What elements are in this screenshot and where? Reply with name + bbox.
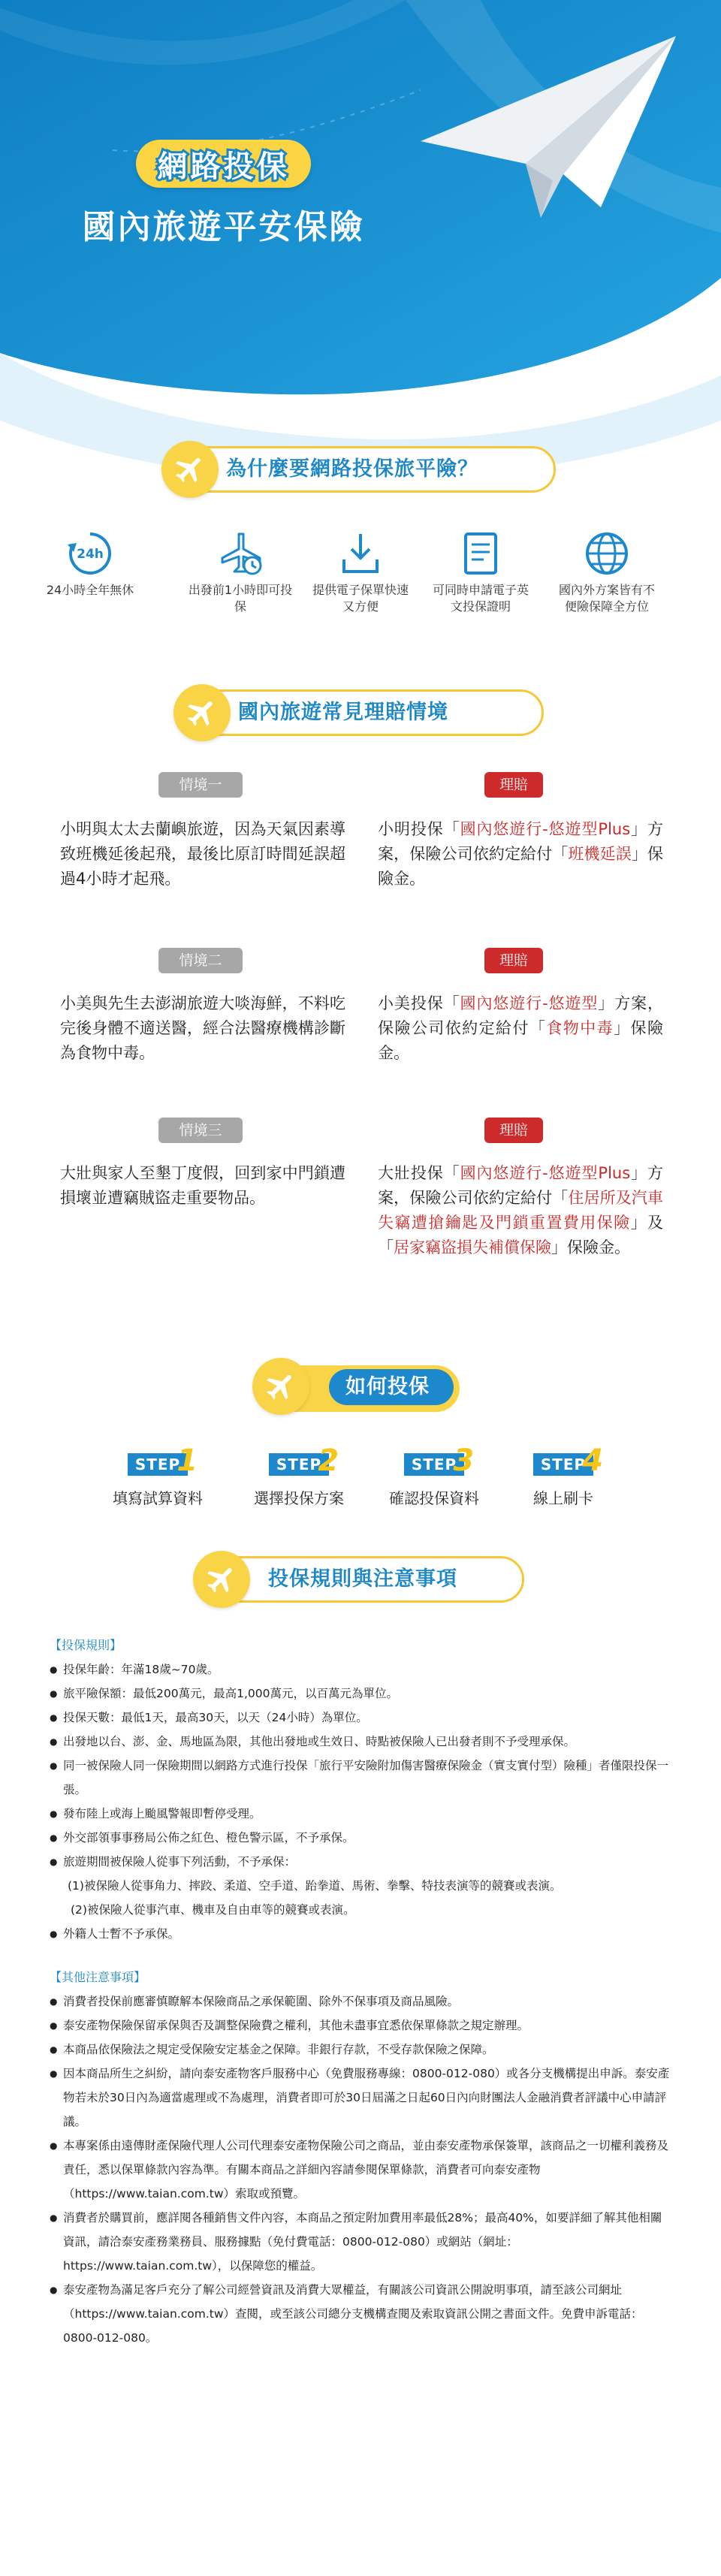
note-item: ● 因本商品所生之糾紛，請向泰安產物客戶服務中心（免費服務專線：0800-012-080）或各分支機構提出申訴。泰安產物若未於30日內為適當處理或不為處理，消費者即可於30日屆滿之日起60日內向財團法人金融消費者評議中心申請評議。 (50, 2062, 673, 2134)
claim-plan: 國內悠遊行-悠遊型Plus (460, 1164, 631, 1182)
note-item: ● 泰安產物為滿足客戶充分了解公司經營資訊及消費大眾權益，有關該公司資訊公開說明事項，請至該公司網址（https://www.taian.com.tw）查閱，或至該公司總分支機構查閱及索取資訊公開之書面文件。免費申訴電話：0800-012-080。 (50, 2278, 673, 2350)
claim-text: 」方案，保險公司依約定給付「 (378, 820, 664, 863)
claim-text: 」保險金。 (378, 1019, 663, 1062)
rule-item: ● 投保年齡：年滿18歲~70歲。 (50, 1658, 673, 1682)
step-label: 確認投保資料 (389, 1489, 479, 1507)
step-number: 1 (176, 1443, 199, 1478)
claim-plan: 國內悠遊行-悠遊型 (460, 994, 599, 1012)
scenario-story: 小美與先生去澎湖旅遊大啖海鮮，不料吃完後身體不適送醫，經合法醫療機構診斷為食物中毒。 (60, 994, 345, 1062)
airplane-icon (161, 441, 219, 498)
claim-description (378, 817, 663, 891)
svg-text:24h: 24h (77, 547, 104, 562)
rule-item: ● 旅遊期間被保險人從事下列活動，不予承保： (50, 1850, 673, 1874)
scenario-tag: 情境一 (158, 772, 243, 798)
scenario-tag: 情境二 (158, 948, 243, 973)
step-3 (359, 1443, 509, 1508)
step-word: STEP (134, 1455, 181, 1474)
airplane-clock-icon (216, 529, 264, 578)
notes-heading: 【其他注意事項】 (50, 1970, 146, 1984)
feature-label: 提供電子保單快速又方便 (312, 583, 409, 614)
section-header-why (165, 446, 556, 493)
note-item: ● 本專案係由遠傳財產保險代理人公司代理泰安產物保險公司之商品，並由泰安產物承保簽單，該商品之一切權利義務及責任，悉以保單條款內容為準。有關本商品之詳細內容請參閱保單條款，消費者可向泰安產物（https://www.taian.com.tw）索取或預覽。 (50, 2134, 673, 2206)
rule-item: ● 外交部領事事務局公佈之紅色、橙色警示區，不予承保。 (50, 1826, 673, 1850)
rules-content (50, 1633, 673, 2350)
claim-item: 居家竊盜損失補償保險 (394, 1238, 551, 1256)
rules-heading: 【投保規則】 (50, 1638, 122, 1652)
airplane-icon (193, 1551, 250, 1608)
claim-tag: 理賠 (484, 772, 543, 798)
step-word: STEP (540, 1455, 587, 1474)
feature-global (554, 529, 659, 615)
claim-text: 」保險金。 (378, 845, 664, 888)
airplane-icon (173, 684, 231, 741)
claim-item: 班機延誤 (568, 845, 632, 863)
section-header-howto (263, 1365, 460, 1412)
step-badge (269, 1443, 340, 1478)
claim-text: 」方案，保險公司依約定給付「 (378, 994, 664, 1037)
rule-item: ● 出發地以台、澎、金、馬地區為限，其他出發地或生效日、時點被保險人已出發者則不予受理承保。 (50, 1730, 673, 1754)
claim-text: 」及「 (378, 1214, 663, 1256)
claim-plan: 國內悠遊行-悠遊型Plus (460, 820, 631, 838)
step-label: 線上刷卡 (533, 1489, 593, 1507)
airplane-icon (252, 1358, 309, 1415)
rule-item: ● 投保天數：最低1天，最高30天，以天（24小時）為單位。 (50, 1706, 673, 1730)
scenario-tag: 情境三 (158, 1118, 243, 1143)
claim-item: 食物中毒 (546, 1019, 614, 1037)
feature-24h (38, 529, 143, 599)
globe-icon (583, 529, 631, 578)
section-title-rules: 投保規則與注意事項 (268, 1567, 457, 1591)
24h-clock-icon (66, 529, 114, 578)
note-item: ● 消費者於購買前，應詳閱各種銷售文件內容，本商品之預定附加費用率最低28%；最高40%，如要詳細了解其他相關資訊，請洽泰安產務業務員、服務據點（免付費電話：0800-012-080）或網站（網址：https://www.taian.com.tw），以保障您的權益。 (50, 2206, 673, 2278)
section-title-claims: 國內旅遊常見理賠情境 (238, 701, 448, 724)
step-badge (533, 1443, 605, 1478)
step-badge (128, 1443, 199, 1478)
claim-description (378, 1161, 663, 1260)
feature-english-proof (428, 529, 533, 615)
feature-one-hour (188, 529, 293, 615)
step-word: STEP (411, 1455, 457, 1474)
step-1 (83, 1443, 233, 1508)
section-title-why: 為什麼要網路投保旅平險？ (226, 457, 478, 481)
rule-item: ● 同一被保險人同一保險期間以網路方式進行投保「旅行平安險附加傷害醫療保險金（實支實付型）險種」者僅限投保一張。 (50, 1754, 673, 1802)
rule-item: ● 發布陸上或海上颱風警報即暫停受理。 (50, 1802, 673, 1826)
rule-item: ● 外籍人士暫不予承保。 (50, 1922, 673, 1946)
note-item: ● 消費者投保前應審慎瞭解本保險商品之承保範圍、除外不保事項及商品風險。 (50, 1989, 673, 2013)
step-number: 4 (582, 1443, 605, 1478)
claim-text: 小美投保「 (378, 994, 460, 1012)
claim-tag: 理賠 (484, 1118, 543, 1143)
feature-e-policy (308, 529, 413, 615)
feature-label: 出發前1小時即可投保 (188, 583, 293, 614)
rules-list (50, 1658, 673, 1874)
rule-sub-item: (1)被保險人從事角力、摔跤、柔道、空手道、跆拳道、馬術、拳擊、特技表演等的競賽或表演。 (68, 1879, 562, 1893)
scenario-story: 大壯與家人至墾丁度假，回到家中門鎖遭損壞並遭竊賊盜走重要物品。 (60, 1164, 345, 1207)
feature-label: 可同時申請電子英文投保證明 (432, 583, 529, 614)
claim-item: 住居所及汽車失竊遭搶鑰匙及門鎖重置費用保險 (378, 1189, 664, 1232)
rule-sub-item: (2)被保險人從事汽車、機車及自由車等的競賽或表演。 (71, 1903, 355, 1917)
section-title-howto: 如何投保 (329, 1369, 454, 1405)
step-label: 選擇投保方案 (254, 1489, 344, 1507)
hero-badge-text: 網路投保 (157, 149, 290, 184)
note-item: ● 泰安產物保險保留承保與否及調整保險費之權利，其他未盡事宜悉依保單條款之規定辦理。 (50, 2013, 673, 2038)
rule-item: ● 旅平險保額：最低200萬元，最高1,000萬元，以百萬元為單位。 (50, 1682, 673, 1706)
rules-list (50, 1922, 673, 1946)
notes-list (50, 1989, 673, 2350)
document-icon (457, 529, 505, 578)
hero-badge (136, 140, 311, 188)
hero-banner (0, 0, 721, 488)
claim-text: 」方案，保險公司依約定給付「 (378, 1164, 664, 1207)
section-header-rules (197, 1556, 524, 1603)
step-2 (224, 1443, 374, 1508)
step-4 (488, 1443, 638, 1508)
section-header-claims (177, 689, 544, 736)
step-number: 3 (453, 1443, 475, 1478)
claim-text: 小明投保「 (378, 820, 460, 838)
claim-text: 大壯投保「 (378, 1164, 460, 1182)
claim-tag: 理賠 (484, 948, 543, 973)
step-word: STEP (276, 1455, 322, 1474)
note-item: ● 本商品依保險法之規定受保險安定基金之保障。非銀行存款，不受存款保險之保障。 (50, 2038, 673, 2062)
feature-label: 24小時全年無休 (46, 583, 134, 597)
download-icon (336, 529, 385, 578)
step-number: 2 (318, 1443, 340, 1478)
feature-label: 國內外方案皆有不便險保障全方位 (558, 583, 655, 614)
claim-description (378, 991, 663, 1066)
scenario-story: 小明與太太去蘭嶼旅遊，因為天氣因素導致班機延後起飛，最後比原訂時間延誤超過4小時才起飛。 (60, 820, 345, 888)
claim-text: 」保險金。 (551, 1238, 630, 1256)
step-badge (404, 1443, 475, 1478)
step-label: 填寫試算資料 (113, 1489, 203, 1507)
hero-title: 國內旅遊平安保險 (82, 208, 365, 246)
